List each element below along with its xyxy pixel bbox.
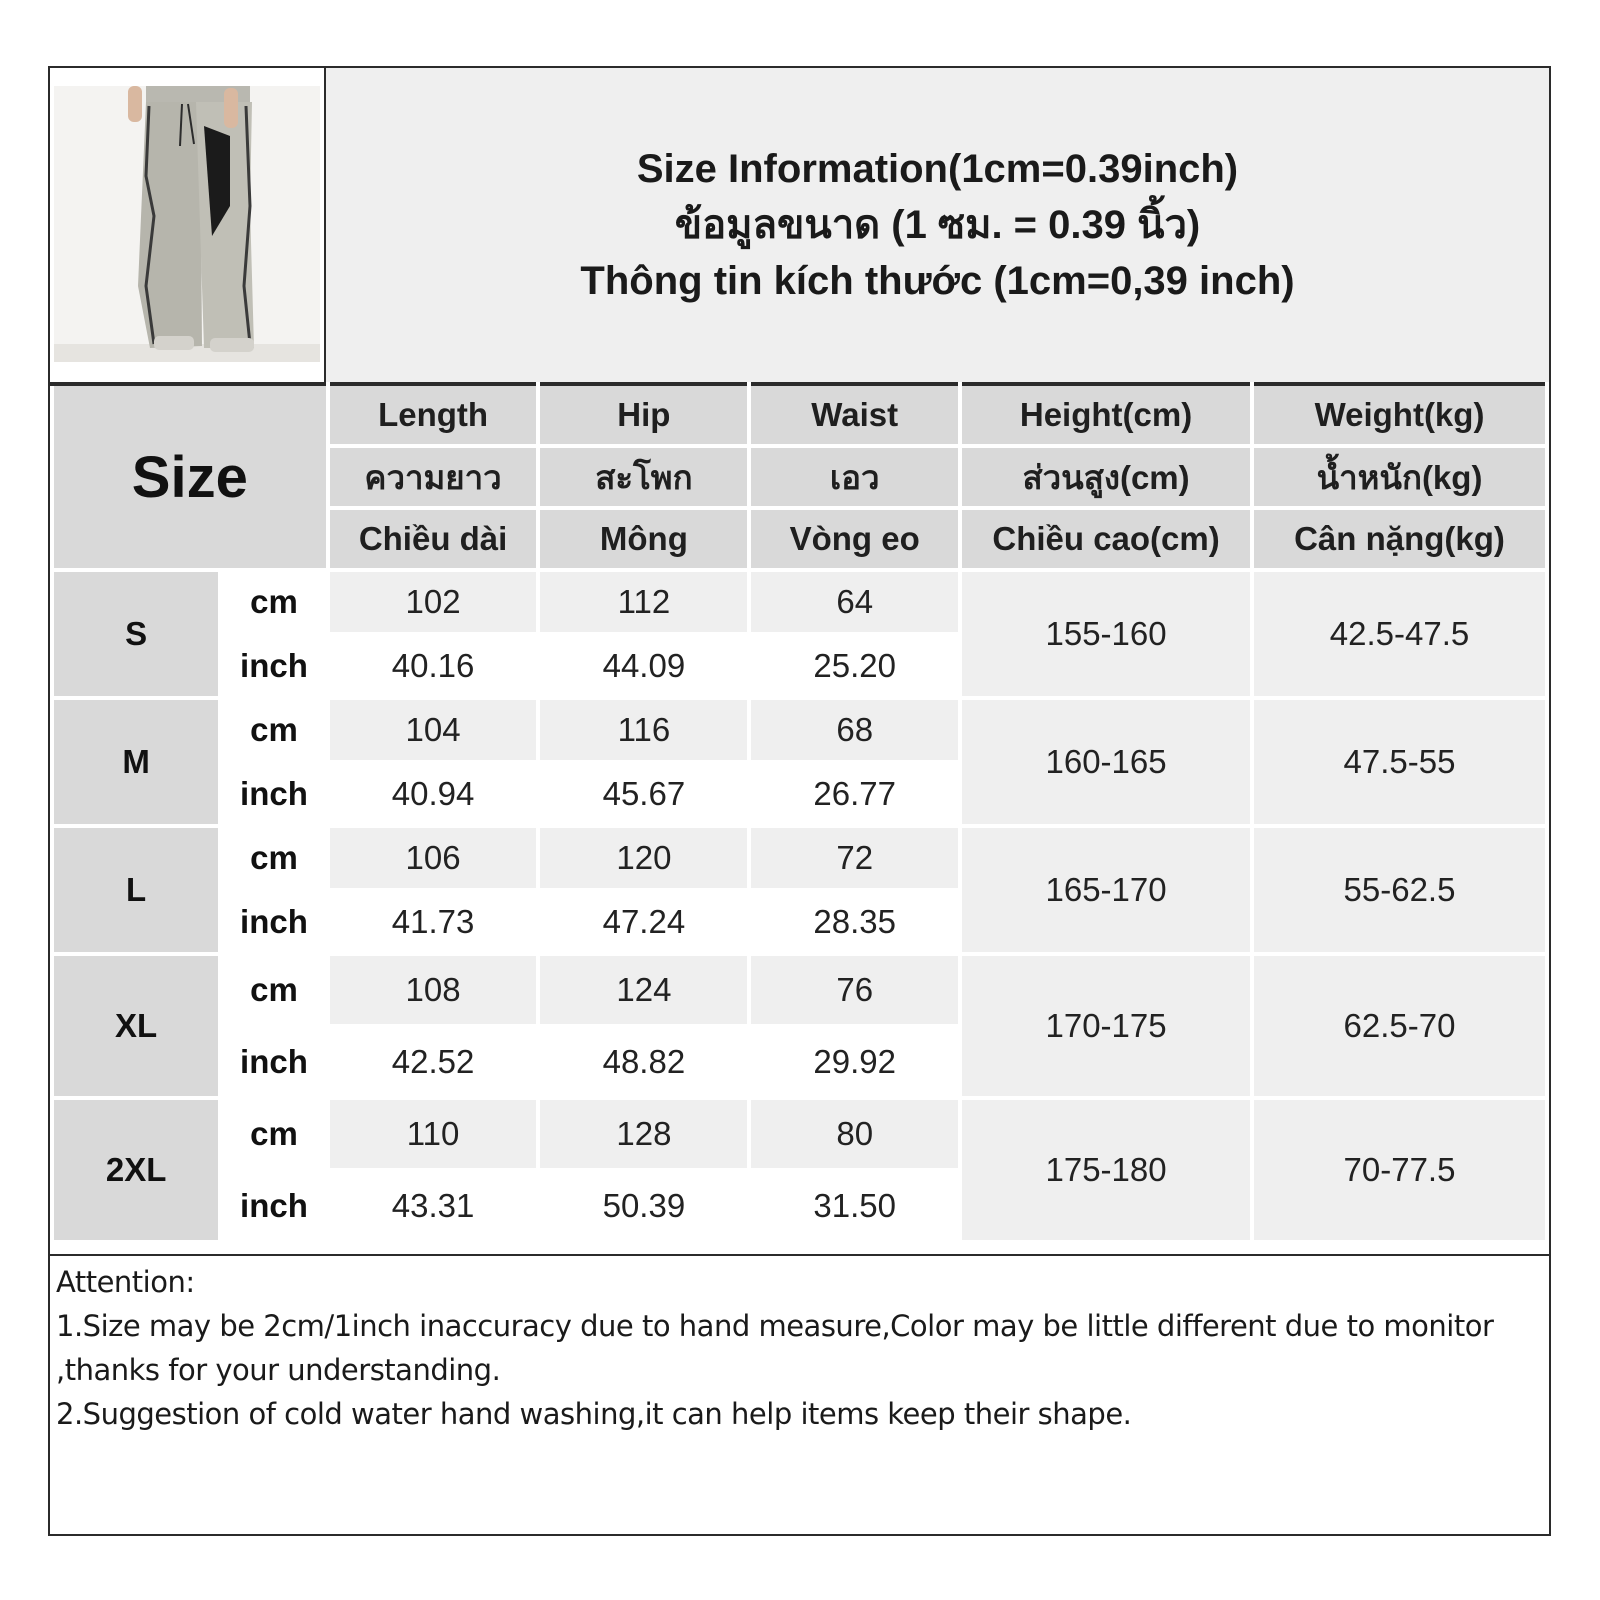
value-hip-inch: 47.24	[538, 890, 749, 954]
table-row-l-cm	[52, 826, 1547, 890]
notes-item-1: 1.Size may be 2cm/1inch inaccuracy due to hand measure,Color may be little different due to monitor ,thanks for your understanding.	[56, 1309, 1494, 1387]
value-weight: 47.5-55	[1252, 698, 1547, 826]
unit-cm: cm	[220, 954, 327, 1026]
value-waist-inch: 29.92	[749, 1026, 960, 1098]
unit-inch: inch	[220, 890, 327, 954]
header-height-vi: Chiều cao(cm)	[960, 508, 1252, 570]
header-hip-vi: Mông	[538, 508, 749, 570]
header-hip-en: Hip	[538, 384, 749, 446]
attention-notes	[50, 1254, 1549, 1534]
title-block	[326, 68, 1549, 382]
value-waist-inch: 28.35	[749, 890, 960, 954]
size-label-l: L	[52, 826, 220, 954]
size-label-m: M	[52, 698, 220, 826]
value-hip-inch: 48.82	[538, 1026, 749, 1098]
product-photo	[54, 86, 320, 362]
value-length-inch: 42.52	[328, 1026, 539, 1098]
value-length-inch: 43.31	[328, 1170, 539, 1242]
title-english: Size Information(1cm=0.39inch)	[636, 147, 1239, 191]
value-hip-cm: 116	[538, 698, 749, 762]
table-row-s-cm	[52, 570, 1547, 634]
header-hip-th: สะโพก	[538, 446, 749, 508]
header-waist-en: Waist	[749, 384, 960, 446]
value-weight: 55-62.5	[1252, 826, 1547, 954]
header-length-en: Length	[328, 384, 539, 446]
value-length-cm: 108	[328, 954, 539, 1026]
header-weight-vi: Cân nặng(kg)	[1252, 508, 1547, 570]
value-weight: 62.5-70	[1252, 954, 1547, 1098]
title-vietnamese: Thông tin kích thước (1cm=0,39 inch)	[580, 259, 1295, 303]
value-hip-inch: 50.39	[538, 1170, 749, 1242]
header-height-th: ส่วนสูง(cm)	[960, 446, 1252, 508]
table-row-2xl-cm	[52, 1098, 1547, 1170]
value-waist-inch: 26.77	[749, 762, 960, 826]
size-chart	[48, 66, 1551, 1536]
notes-item-2: 2.Suggestion of cold water hand washing,it can help items keep their shape.	[56, 1397, 1132, 1431]
unit-cm: cm	[220, 1098, 327, 1170]
header-length-th: ความยาว	[328, 446, 539, 508]
value-height: 170-175	[960, 954, 1252, 1098]
value-length-cm: 104	[328, 698, 539, 762]
value-waist-cm: 64	[749, 570, 960, 634]
table-row-xl-cm	[52, 954, 1547, 1026]
value-height: 175-180	[960, 1098, 1252, 1242]
header-weight-en: Weight(kg)	[1252, 384, 1547, 446]
value-hip-cm: 120	[538, 826, 749, 890]
product-photo-cell	[50, 68, 326, 382]
value-waist-cm: 76	[749, 954, 960, 1026]
table-row-m-cm	[52, 698, 1547, 762]
value-waist-cm: 72	[749, 826, 960, 890]
value-hip-cm: 124	[538, 954, 749, 1026]
header-row-english	[52, 384, 1547, 446]
size-label-xl: XL	[52, 954, 220, 1098]
size-table	[50, 382, 1549, 1244]
value-hip-cm: 128	[538, 1098, 749, 1170]
unit-inch: inch	[220, 762, 327, 826]
value-height: 160-165	[960, 698, 1252, 826]
header-height-en: Height(cm)	[960, 384, 1252, 446]
size-label-s: S	[52, 570, 220, 698]
value-height: 165-170	[960, 826, 1252, 954]
unit-cm: cm	[220, 570, 327, 634]
header-length-vi: Chiều dài	[328, 508, 539, 570]
unit-inch: inch	[220, 634, 327, 698]
value-hip-cm: 112	[538, 570, 749, 634]
value-waist-inch: 31.50	[749, 1170, 960, 1242]
value-hip-inch: 45.67	[538, 762, 749, 826]
value-length-cm: 102	[328, 570, 539, 634]
header-weight-th: น้ำหนัก(kg)	[1252, 446, 1547, 508]
value-height: 155-160	[960, 570, 1252, 698]
unit-inch: inch	[220, 1170, 327, 1242]
title-thai: ข้อมูลขนาด (1 ซม. = 0.39 นิ้ว)	[674, 203, 1201, 247]
value-waist-inch: 25.20	[749, 634, 960, 698]
value-length-inch: 41.73	[328, 890, 539, 954]
size-column-header: Size	[52, 384, 328, 570]
unit-inch: inch	[220, 1026, 327, 1098]
size-label-2xl: 2XL	[52, 1098, 220, 1242]
value-length-cm: 106	[328, 826, 539, 890]
value-length-inch: 40.94	[328, 762, 539, 826]
value-waist-cm: 80	[749, 1098, 960, 1170]
unit-cm: cm	[220, 826, 327, 890]
header-waist-vi: Vòng eo	[749, 508, 960, 570]
value-waist-cm: 68	[749, 698, 960, 762]
notes-heading: Attention:	[56, 1265, 195, 1299]
value-hip-inch: 44.09	[538, 634, 749, 698]
value-length-inch: 40.16	[328, 634, 539, 698]
value-weight: 70-77.5	[1252, 1098, 1547, 1242]
value-weight: 42.5-47.5	[1252, 570, 1547, 698]
header-waist-th: เอว	[749, 446, 960, 508]
unit-cm: cm	[220, 698, 327, 762]
value-length-cm: 110	[328, 1098, 539, 1170]
